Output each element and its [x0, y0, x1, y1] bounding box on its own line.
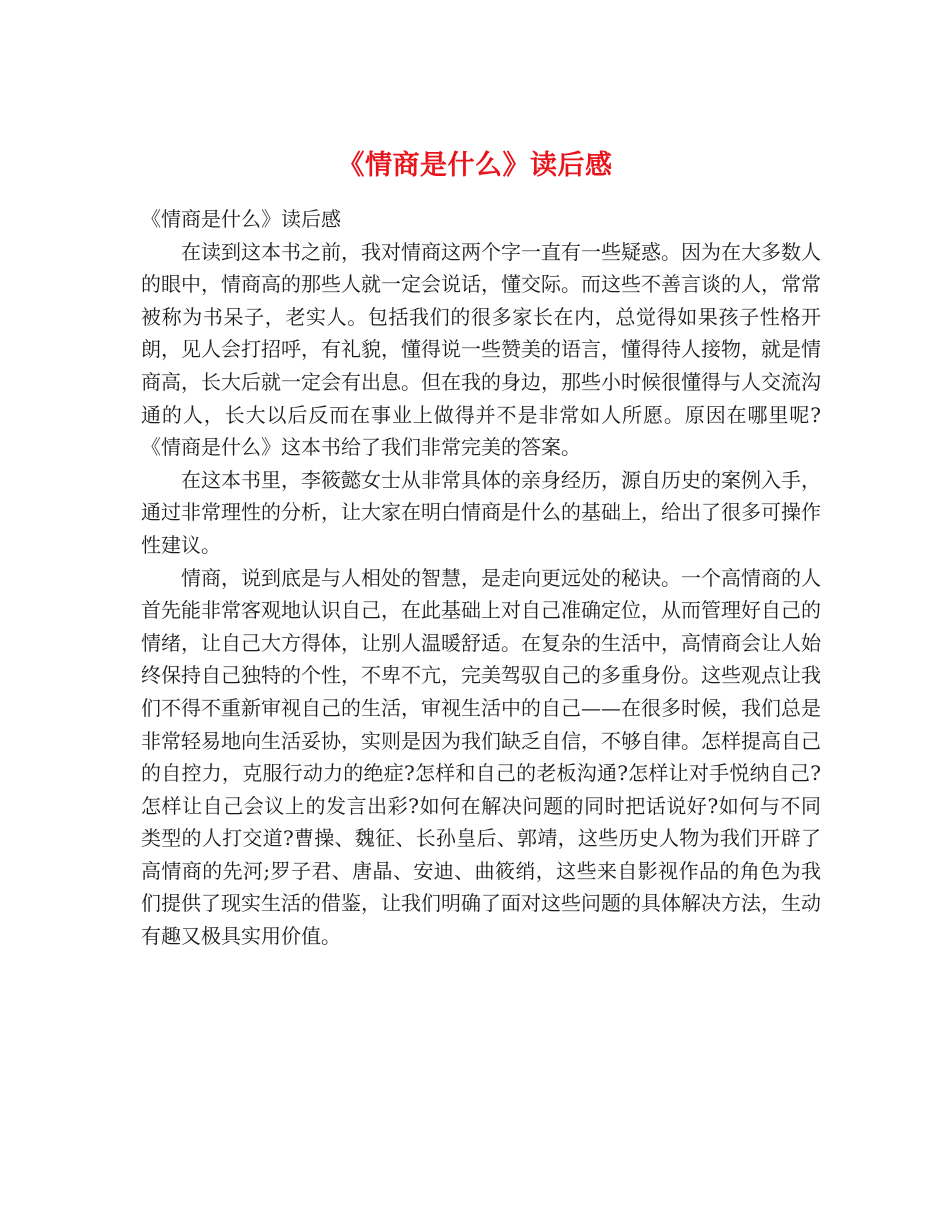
document-title: 《情商是什么》读后感	[337, 150, 613, 182]
paragraph-1: 在读到这本书之前，我对情商这两个字一直有一些疑惑。因为在大多数人的眼中，情商高的那些人就一定会说话，懂交际。而这些不善言谈的人，常常被称为书呆子，老实人。包括我们的很多家长在内，总觉得如果孩子性格开朗，见人会打招呼，有礼貌，懂得说一些赞美的语言，懂得待人接物，就是情商高，长大后就一定会有出息。但在我的身边，那些小时候很懂得与人交流沟通的人，长大以后反而在事业上做得并不是非常如人所愿。原因在哪里呢?《情商是什么》这本书给了我们非常完美的答案。	[141, 239, 821, 460]
document-body	[141, 203, 821, 953]
paragraph-2: 在这本书里，李筱懿女士从非常具体的亲身经历，源自历史的案例入手，通过非常理性的分析，让大家在明白情商是什么的基础上，给出了很多可操作性建议。	[141, 467, 821, 557]
paragraph-3: 情商，说到底是与人相处的智慧，是走向更远处的秘诀。一个高情商的人首先能非常客观地认识自己，在此基础上对自己准确定位，从而管理好自己的情绪，让自己大方得体，让别人温暖舒适。在复杂的生活中，高情商会让人始终保持自己独特的个性，不卑不亢，完美驾驭自己的多重身份。这些观点让我们不得不重新审视自己的生活，审视生活中的自己——在很多时候，我们总是非常轻易地向生活妥协，实则是因为我们缺乏自信，不够自律。怎样提高自己的自控力，克服行动力的绝症?怎样和自己的老板沟通?怎样让对手悦纳自己?怎样让自己会议上的发言出彩?如何在解决问题的同时把话说好?如何与不同类型的人打交道?曹操、魏征、长孙皇后、郭靖，这些历史人物为我们开辟了高情商的先河;罗子君、唐晶、安迪、曲筱绡，这些来自影视作品的角色为我们提供了现实生活的借鉴，让我们明确了面对这些问题的具体解决方法，生动有趣又极具实用价值。	[141, 565, 821, 949]
document-subheading: 《情商是什么》读后感	[141, 207, 341, 231]
